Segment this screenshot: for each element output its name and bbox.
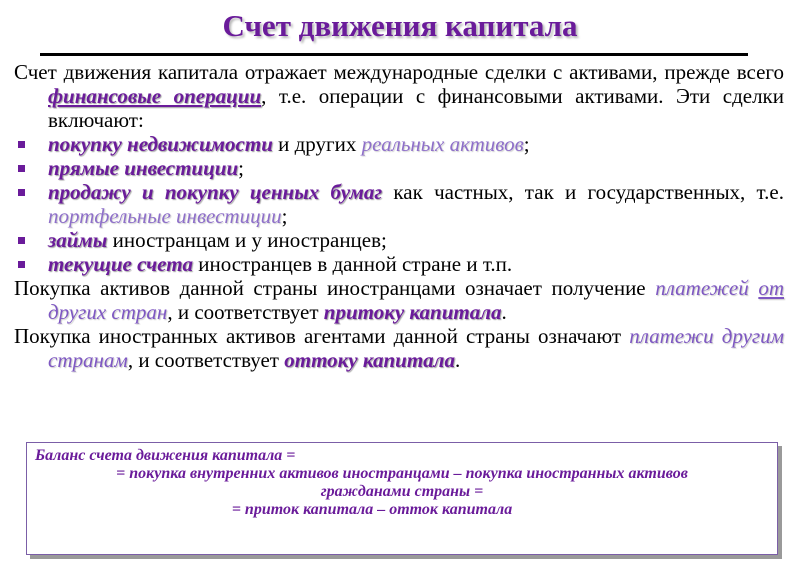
inflow-emphasis: притоку капитала xyxy=(323,300,502,324)
bullet-text: иностранцам и у иностранцев; xyxy=(107,228,387,252)
bullet-text-end: ; xyxy=(281,204,288,228)
inflow-italic-2: других стран xyxy=(48,300,168,324)
inflow-text-3: . xyxy=(501,300,507,324)
bullet-text: иностранцев в данной стране и т.п. xyxy=(193,252,513,276)
bullet-text: и других xyxy=(272,132,362,156)
list-item xyxy=(14,132,784,156)
intro-text-1: Счет движения капитала отражает международные сделки с активами, прежде всего xyxy=(14,60,784,84)
bullet-text: ; xyxy=(238,156,244,180)
outflow-emphasis: оттоку капитала xyxy=(284,348,455,372)
intro-emphasis: финансовые операции xyxy=(48,84,262,108)
formula-line-3: гражданами страны = xyxy=(320,483,484,500)
page-title: Счет движения капитала xyxy=(222,8,578,43)
balance-formula-box xyxy=(26,442,778,555)
formula-line-2: = покупка внутренних активов иностранцами – покупка иностранных активов xyxy=(116,465,688,482)
bullet-emphasis: покупку недвижимости xyxy=(48,132,273,156)
bullet-emphasis: текущие счета xyxy=(48,252,194,276)
inflow-italic-underlined: от xyxy=(758,276,784,300)
list-item xyxy=(14,180,784,228)
inflow-paragraph xyxy=(14,276,784,324)
main-text xyxy=(14,60,784,372)
intro-text-2: , т.е. операции с финансовыми активами. Эти сделки включают: xyxy=(48,84,784,132)
list-item xyxy=(14,156,784,180)
formula-line-4: = приток капитала – отток капитала xyxy=(231,501,513,518)
outflow-text-3: . xyxy=(454,348,461,372)
outflow-italic: платежи другим странам xyxy=(48,324,785,372)
bullet-emphasis: продажу и покупку ценных бумаг xyxy=(48,180,383,204)
outflow-paragraph xyxy=(14,324,784,372)
list-item xyxy=(14,252,784,276)
formula-line-1: Баланс счета движения капитала = xyxy=(35,447,296,464)
title-divider xyxy=(40,53,748,56)
inflow-italic-1: платежей xyxy=(655,276,759,300)
bullet-text-end: ; xyxy=(523,132,530,156)
list-item xyxy=(14,228,784,252)
bullet-emphasis: займы xyxy=(48,228,108,252)
bullet-text: как частных, так и государственных, т.е. xyxy=(382,180,784,204)
bullet-emphasis: прямые инвестиции xyxy=(48,156,239,180)
outflow-text-2: , и соответствует xyxy=(127,348,285,372)
inflow-text-2: , и соответствует xyxy=(167,300,324,324)
bullet-italic: портфельные инвестиции xyxy=(48,204,282,228)
inflow-text-1: Покупка активов данной страны иностранцами означает получение xyxy=(14,276,656,300)
intro-paragraph xyxy=(14,60,784,132)
bullet-italic: реальных активов xyxy=(361,132,524,156)
outflow-text-1: Покупка иностранных активов агентами данной страны означают xyxy=(14,324,630,348)
